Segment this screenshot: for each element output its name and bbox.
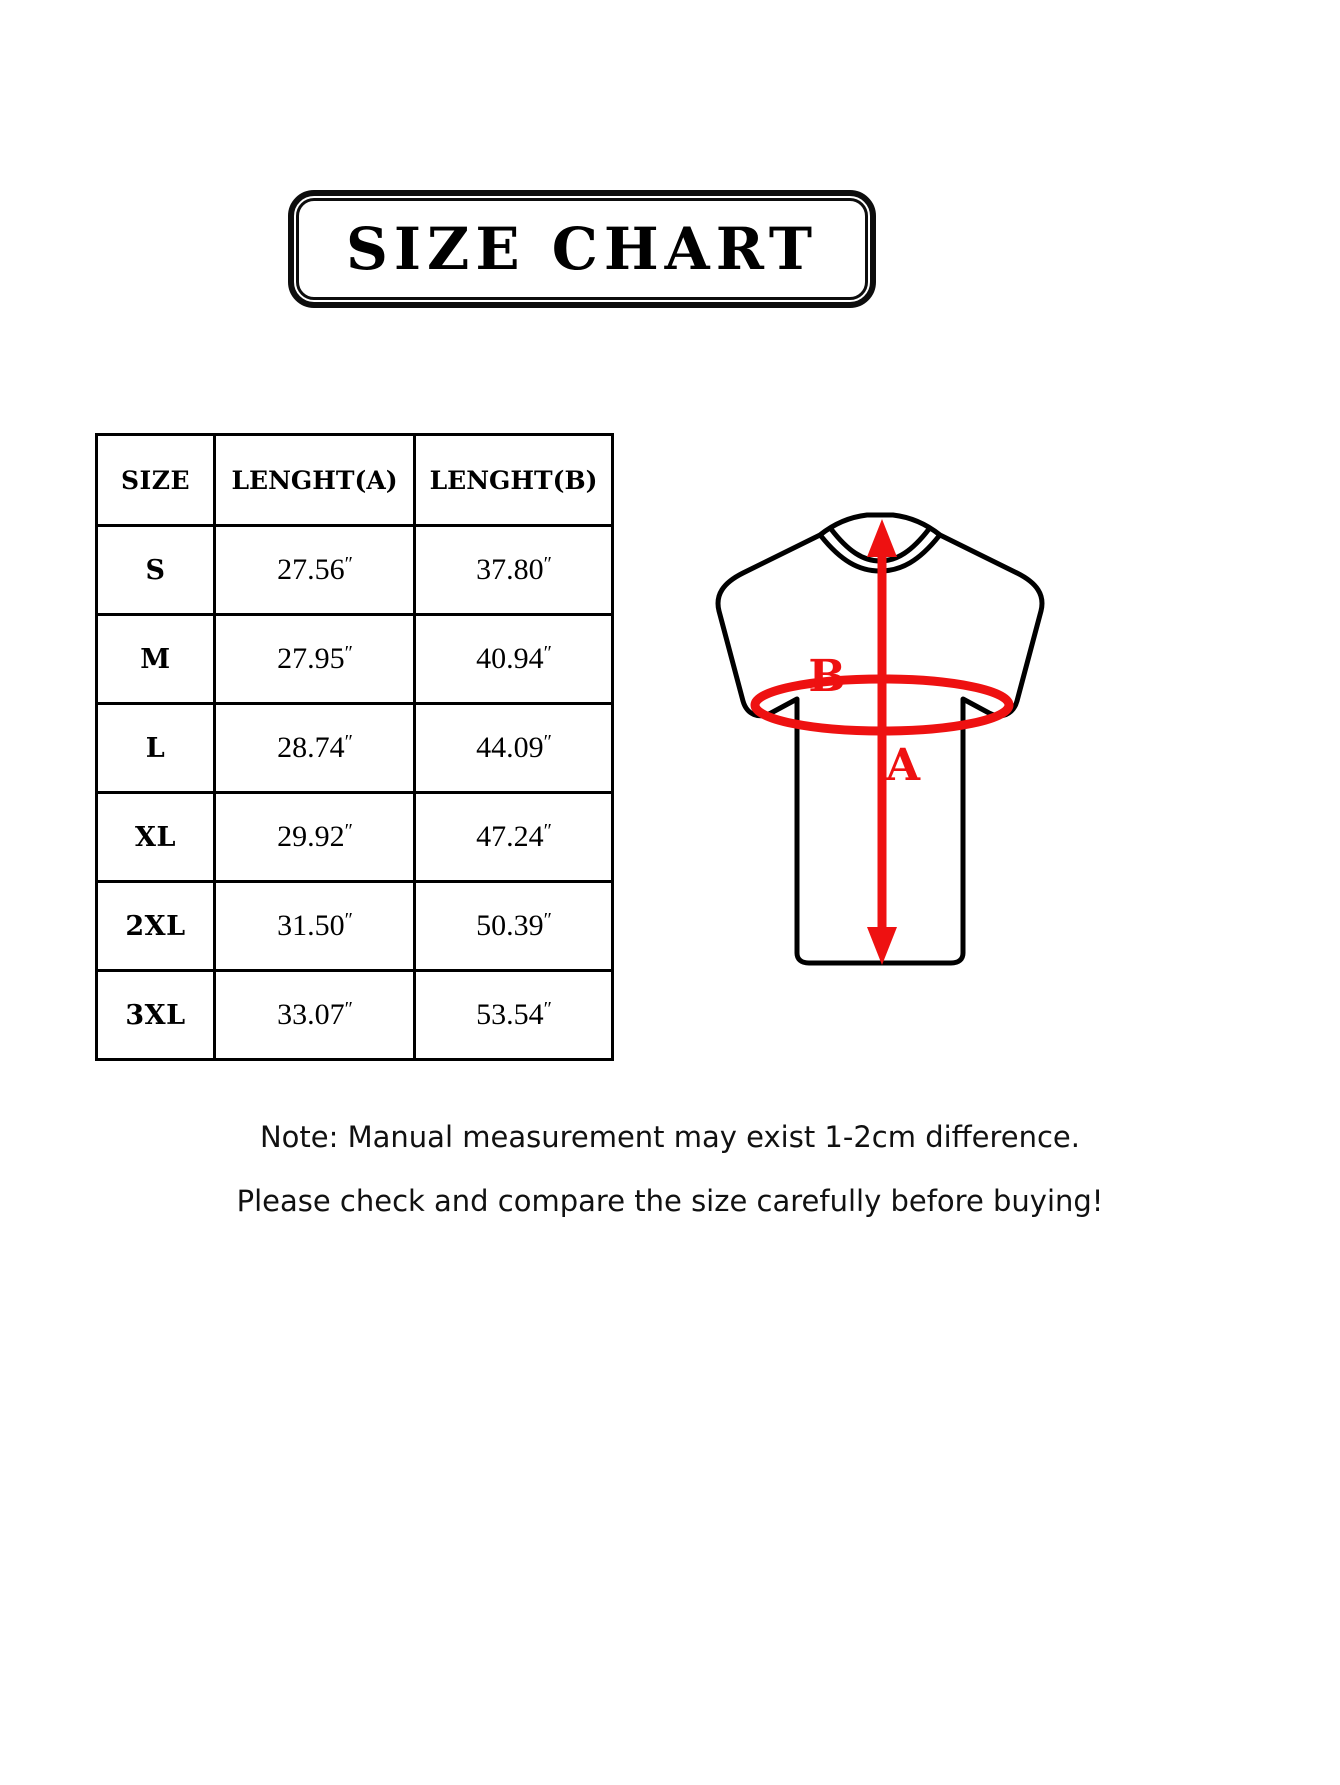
inch-symbol: ″ [344,998,352,1020]
column-header-length-a: LENGHT(A) [215,435,415,526]
cell-size: 3XL [97,971,215,1060]
cell-length-a [215,615,415,704]
note-label: Note: [259,1120,339,1154]
inch-symbol: ″ [543,731,551,753]
cell-length-a [215,793,415,882]
cell-length-a [215,882,415,971]
label-a: A [885,740,921,791]
inch-symbol: ″ [344,909,352,931]
inch-symbol: ″ [543,642,551,664]
value-length-b: 50.39 [476,909,544,942]
cell-length-a [215,526,415,615]
page-title: SIZE CHART [345,215,819,283]
table-row [97,882,613,971]
value-length-b: 47.24 [476,820,544,853]
value-length-a: 29.92 [277,820,345,853]
value-length-a: 28.74 [277,731,345,764]
inch-symbol: ″ [543,998,551,1020]
note-line-2: Please check and compare the size carefully before buying! [236,1184,1104,1218]
inch-symbol: ″ [344,731,352,753]
size-table-container [95,433,611,1061]
value-length-a: 27.95 [277,642,345,675]
note-line-1 [0,1105,1340,1169]
table-row [97,615,613,704]
column-header-size: SIZE [97,435,215,526]
value-length-a: 27.56 [277,553,345,586]
inch-symbol: ″ [344,642,352,664]
value-length-b: 53.54 [476,998,544,1031]
value-length-a: 33.07 [277,998,345,1031]
table-row [97,526,613,615]
inch-symbol: ″ [344,820,352,842]
inch-symbol: ″ [344,553,352,575]
cell-length-a [215,971,415,1060]
size-chart-table [95,433,614,1061]
tshirt-measurement-diagram [645,505,1115,995]
cell-length-b [415,526,613,615]
note-line-1-text: Manual measurement may exist 1-2cm difference. [338,1120,1080,1154]
label-b: B [808,651,846,702]
value-length-b: 37.80 [476,553,544,586]
cell-size: L [97,704,215,793]
table-row [97,793,613,882]
table-row [97,971,613,1060]
inch-symbol: ″ [543,820,551,842]
title-inner-border [296,198,868,300]
cell-size: M [97,615,215,704]
cell-length-b [415,971,613,1060]
note-block [0,1105,1340,1233]
cell-size: XL [97,793,215,882]
cell-size: 2XL [97,882,215,971]
inch-symbol: ″ [543,553,551,575]
cell-size: S [97,526,215,615]
cell-length-b [415,704,613,793]
cell-length-a [215,704,415,793]
cell-length-b [415,793,613,882]
column-header-length-b: LENGHT(B) [415,435,613,526]
cell-length-b [415,615,613,704]
page-title-frame [288,190,876,308]
table-row [97,704,613,793]
cell-length-b [415,882,613,971]
table-header-row [97,435,613,526]
value-length-a: 31.50 [277,909,345,942]
value-length-b: 40.94 [476,642,544,675]
inch-symbol: ″ [543,909,551,931]
value-length-b: 44.09 [476,731,544,764]
